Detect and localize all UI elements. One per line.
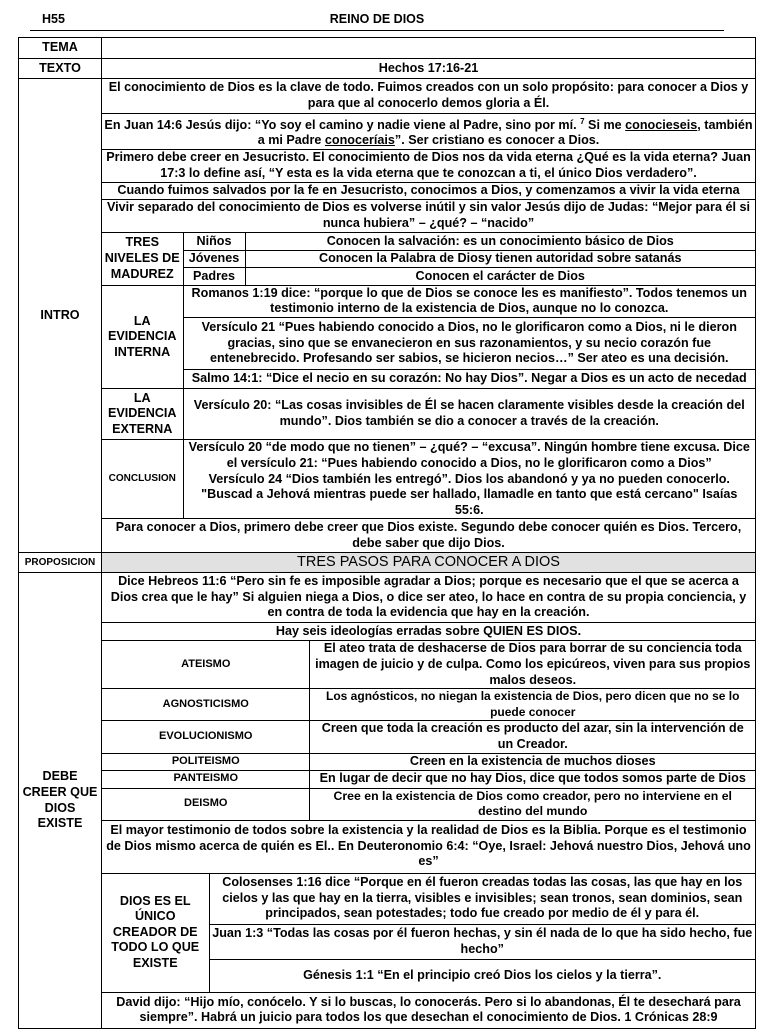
nivel-ninos-text: Conocen la salvación: es un conocimiento básico de Dios [245,232,755,250]
nivel-jovenes-label: Jóvenes [183,250,245,267]
intro-vida-eterna: Primero debe creer en Jesucristo. El conocimiento de Dios nos da vida eterna ¿Qué es la vida eterna? Juan 17:3 lo define así, “Y esta es la vida eterna que te conozcan a ti, el único Dios verdadero”. [102,149,755,182]
intro-final: Para conocer a Dios, primero debe creer que Dios existe. Segundo debe conocer quién es Dios. Tercero, debe saber que dijo Dios. [115,520,742,550]
tema-label: TEMA [19,38,102,59]
conclusion-excusa: Versículo 20 “de modo que no tienen” – ¿qué? – “excusa”. Ningún hombre tiene excusa. Dice el versículo 21: “Pues habiendo conocido a Dios, no le glorificaron como a Dios” [188,440,750,470]
intro-clave: El conocimiento de Dios es la clave de todo. Fuimos creados con un solo propósito: para conocer a Dios y para que al conocerlo demos gloria a Él. [102,79,755,113]
panteismo-label: PANTEISMO [102,770,310,788]
creador-label: DIOS ES EL ÚNICO CREADOR DE TODO LO QUE EXISTE [102,873,209,992]
interna-romanos: Romanos 1:19 dice: “porque lo que de Dios se conoce les es manifiesto”. Todos tenemos un testimonio interno de la existencia de Dios, aunque no lo conozca. [183,285,755,317]
deismo-text: Cree en la existencia de Dios como creador, pero no interviene en el destino del mundo [310,788,755,820]
proposicion-row [19,552,756,572]
interna-salmo: Salmo 14:1: “Dice el necio en su corazón: No hay Dios”. Negar a Dios es un acto de necedad [183,370,755,389]
politeismo-text: Creen en la existencia de muchos dioses [310,753,755,770]
intro-table [102,79,755,552]
texto-label: TEXTO [19,59,102,79]
nivel-jovenes-text: Conocen la Palabra de Diosy tienen autoridad sobre satanás [245,250,755,267]
texto-row [19,59,756,79]
debe-creer-row [19,572,756,1028]
sermon-outline [18,37,756,1025]
hebreos-11-6: Dice Hebreos 11:6 “Pero sin fe es imposible agradar a Dios; porque es necesario que el que se acerca a Dios crea que le hay” Si alguien niega a Dios, o dice ser ateo, lo hace en contra de su propia conciencia, y en contra de toda la evidencia que hay en la creación. [102,573,755,623]
evidencia-interna-label: LA EVIDENCIA INTERNA [102,285,183,388]
externa-text: Versículo 20: “Las cosas invisibles de Él se hacen claramente visibles desde la creación del mundo”. Dios también se dio a conocer a través de la creación. [183,389,755,440]
intro-salvados: Cuando fuimos salvados por la fe en Jesucristo, conocimos a Dios, y comenzamos a vivir la vida eterna [102,182,755,199]
debe-creer-table [102,573,755,1028]
tema-value [102,38,756,59]
intro-separado: Vivir separado del conocimiento de Dios es volverse inútil y sin valor Jesús dijo de Judas: “Mejor para él si nunca hubiera” – ¿qué? – “nacido” [102,199,755,232]
proposicion-value: TRES PASOS PARA CONOCER A DIOS [102,552,756,572]
evidencia-externa-label: LA EVIDENCIA EXTERNA [102,389,183,440]
biblia-testimonio: El mayor testimonio de todos sobre la existencia y la realidad de Dios es la Biblia. Porque es el testimonio de Dios mismo acerca de quién es El.. En Deuteronomio 6:4: “Oye, Israel: Jehová nuestro Dios, Jehová uno es” [102,820,755,873]
conclusion-entrego: Versículo 24 “Dios también les entregó”. Dios los abandonó y ya no pueden conocerlo. "Buscad a Jehová mientras puede ser hallado, llamadle en tanto que está cercano" Isaías 55:6. [183,472,755,519]
page-header [30,6,724,31]
genesis-1-1: Génesis 1:1 “En el principio creó Dios los cielos y la tierra”. [209,959,755,992]
debe-creer-content [102,572,756,1028]
colosenses-1-16: Colosenses 1:16 dice “Porque en él fueron creadas todas las cosas, las que hay en los cielos y las que hay en la tierra, visibles e invisibles; sean tronos, sean dominios, sean principados, sean potestades; todo fue creado por medio de él y para él. [209,873,755,924]
agnosticismo-text: Los agnósticos, no niegan la existencia de Dios, pero dicen que no se lo puede conocer [310,689,755,721]
intro-row [19,79,756,553]
conclusion-label: CONCLUSION [102,440,183,519]
evolucionismo-label: EVOLUCIONISMO [102,721,310,753]
politeismo-label: POLITEISMO [102,753,310,770]
outline-table [18,37,756,1029]
juan-1-3: Juan 1:3 “Todas las cosas por él fueron hechas, y sin él nada de lo que ha sido hecho, fue hecho” [209,924,755,959]
nivel-padres-text: Conocen el carácter de Dios [245,267,755,285]
interna-versiculo-21: Versículo 21 “Pues habiendo conocido a Dios, no le glorificaron como a Dios, ni le dieron gracias, sino que se envanecieron en sus razonamientos, y su necio corazón fue entenebrecido. Profesando ser sabios, se hicieron necios…” Ser ateo es una decisión. [183,318,755,370]
tema-row [19,38,756,59]
deismo-label: DEISMO [102,788,310,820]
evolucionismo-text: Creen que toda la creación es producto del azar, sin la intervención de un Creador. [310,721,755,753]
document-title: REINO DE DIOS [329,12,425,26]
nivel-padres-label: Padres [183,267,245,285]
ateismo-label: ATEISMO [102,641,310,689]
intro-juan-14-6: En Juan 14:6 Jesús dijo: “Yo soy el camino y nadie viene al Padre, sino por mí. $^7$ Si me conocieseis, también a mi Padre conoceríais”. Ser cristiano es conocer a Dios. [102,113,755,149]
panteismo-text: En lugar de decir que no hay Dios, dice que todos somos parte de Dios [310,770,755,788]
texto-value: Hechos 17:16-21 [102,59,756,79]
intro-label: INTRO [19,79,102,553]
agnosticismo-label: AGNOSTICISMO [102,689,310,721]
intro-content [102,79,756,553]
debe-creer-label: DEBE CREER QUE DIOS EXISTE [19,572,102,1028]
ateismo-text: El ateo trata de deshacerse de Dios para borrar de su conciencia toda imagen de juicio y de culpa. Como los epicúreos, viven para sus propios malos deseos. [310,641,755,689]
ideologias-title: Hay seis ideologías erradas sobre QUIEN ES DIOS. [102,623,755,641]
david-cronicas: David dijo: “Hijo mío, conócelo. Y si lo buscas, lo conocerás. Pero si lo abandonas, Él te desechará para siempre”. Habrá un juicio para todos los que desechan el conocimiento de Dios. 1 Crónicas 28:9 [116,994,741,1025]
nivel-ninos-label: Niños [183,232,245,250]
niveles-label: TRES NIVELES DE MADUREZ [102,232,183,285]
document-code: H55 [42,12,65,26]
proposicion-label: PROPOSICION [19,552,102,572]
